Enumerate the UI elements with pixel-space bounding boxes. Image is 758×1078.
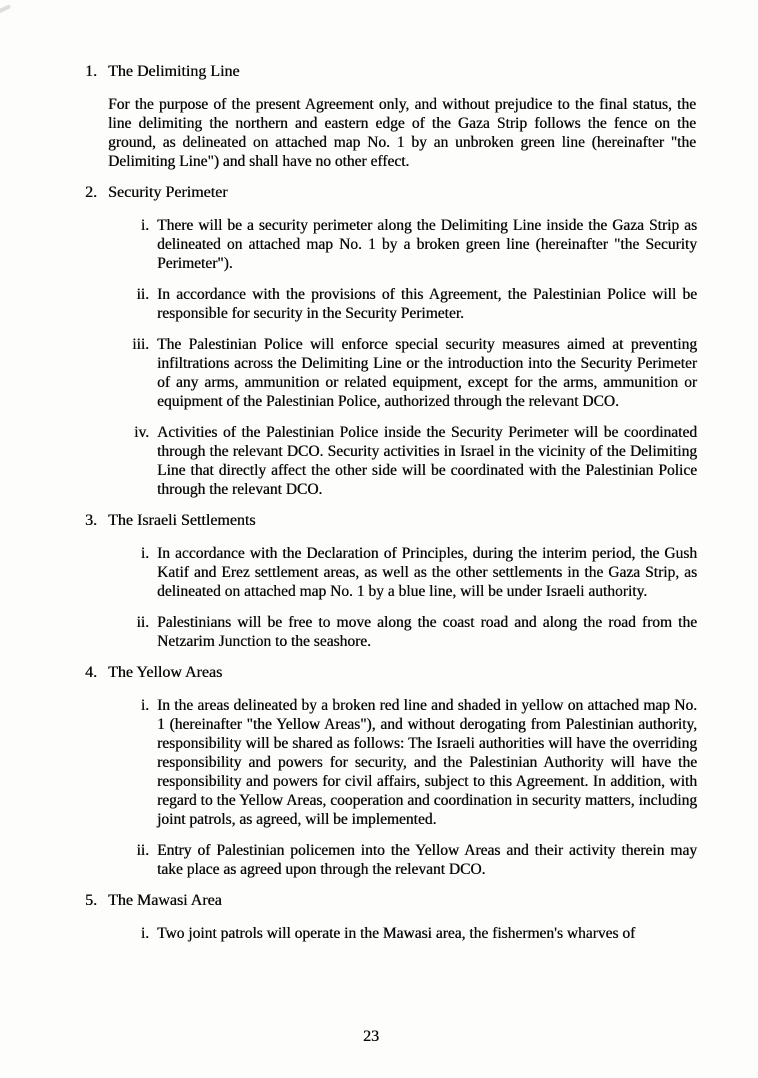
section-title: The Delimiting Line <box>108 63 240 80</box>
section-title: The Yellow Areas <box>108 664 223 681</box>
clause-text: Entry of Palestinian policemen into the Yellow Areas and their activity therein may take place as agreed upon through the relevant DCO. <box>157 842 697 878</box>
clause-item <box>105 335 758 411</box>
section-heading <box>85 183 758 202</box>
scan-artifact-mark <box>0 4 11 14</box>
clause-text: In accordance with the Declaration of Principles, during the interim period, the Gush Katif and Erez settlement areas, as well as the other settlements in the Gaza Strip, as delineated on attached map No. 1 by a blue line, will be under Israeli authority. <box>157 545 697 600</box>
page-number: 23 <box>363 1028 379 1045</box>
clause-text: There will be a security perimeter along the Delimiting Line inside the Gaza Strip as delineated on attached map No. 1 by a broken green line (hereinafter "the Security Perimeter"). <box>157 217 697 272</box>
clause-text: In accordance with the provisions of this Agreement, the Palestinian Police will be responsible for security in the Security Perimeter. <box>157 286 697 322</box>
section-title: The Mawasi Area <box>108 892 222 909</box>
clause-text: In the areas delineated by a broken red line and shaded in yellow on attached map No. 1 (hereinafter "the Yellow Areas"), and without derogating from Palestinian authority, responsibility will be shared as follows: The Israeli authorities will have the overriding responsibility and powers for security, and the Palestinian Authority will have the responsibility and powers for civil affairs, subject to this Agreement. In addition, with regard to the Yellow Areas, cooperation and coordination in security matters, including joint patrols, as agreed, will be implemented. <box>157 697 697 828</box>
clause-marker: i. <box>140 697 149 714</box>
clause-marker: ii. <box>136 614 149 631</box>
section <box>0 183 758 499</box>
section-number: 1. <box>85 63 97 80</box>
clause-text: Two joint patrols will operate in the Mawasi area, the fishermen's wharves of <box>157 925 636 942</box>
clause-text: The Palestinian Police will enforce special security measures aimed at preventing infiltrations across the Delimiting Line or the introduction into the Security Perimeter of any arms, ammunition or related equipment, except for the arms, ammunition or equipment of the Palestinian Police, authorized through the relevant DCO. <box>157 336 697 410</box>
clause-item <box>105 423 758 499</box>
clause-marker: i. <box>140 925 149 942</box>
clause-marker: i. <box>140 217 149 234</box>
clause-item <box>105 216 758 273</box>
clause-marker: iv. <box>134 424 149 441</box>
clause-text: Palestinians will be free to move along the coast road and along the road from the Netzarim Junction to the seashore. <box>157 614 697 650</box>
clause-item <box>105 285 758 323</box>
section-number: 4. <box>85 664 97 681</box>
section-paragraph: For the purpose of the present Agreement only, and without prejudice to the final status, the line delimiting the northern and eastern edge of the Gaza Strip follows the fence on the ground, as delineated on attached map No. 1 by an unbroken green line (hereinafter "the Delimiting Line") and shall have no other effect. <box>108 96 696 170</box>
section <box>0 62 758 171</box>
section-heading <box>85 511 758 530</box>
clause-text: Activities of the Palestinian Police inside the Security Perimeter will be coordinated through the relevant DCO. Security activities in Israel in the vicinity of the Delimiting Line that directly affect the other side will be coordinated with the Palestinian Police through the relevant DCO. <box>157 424 697 498</box>
clause-item <box>105 841 758 879</box>
section-heading <box>85 663 758 682</box>
clause-marker: ii. <box>136 842 149 859</box>
section-heading <box>85 891 758 910</box>
clause-item <box>105 924 758 943</box>
document-content <box>0 60 758 955</box>
section-number: 3. <box>85 512 97 529</box>
section-number: 2. <box>85 184 97 201</box>
clause-item <box>105 544 758 601</box>
section-title: Security Perimeter <box>108 184 228 201</box>
clause-item <box>105 613 758 651</box>
section-number: 5. <box>85 892 97 909</box>
clause-item <box>105 696 758 829</box>
clause-marker: iii. <box>132 336 149 353</box>
clause-marker: ii. <box>136 286 149 303</box>
section-heading <box>85 62 758 81</box>
clause-marker: i. <box>140 545 149 562</box>
section <box>0 511 758 651</box>
section <box>0 663 758 879</box>
section <box>0 891 758 943</box>
section-title: The Israeli Settlements <box>108 512 256 529</box>
